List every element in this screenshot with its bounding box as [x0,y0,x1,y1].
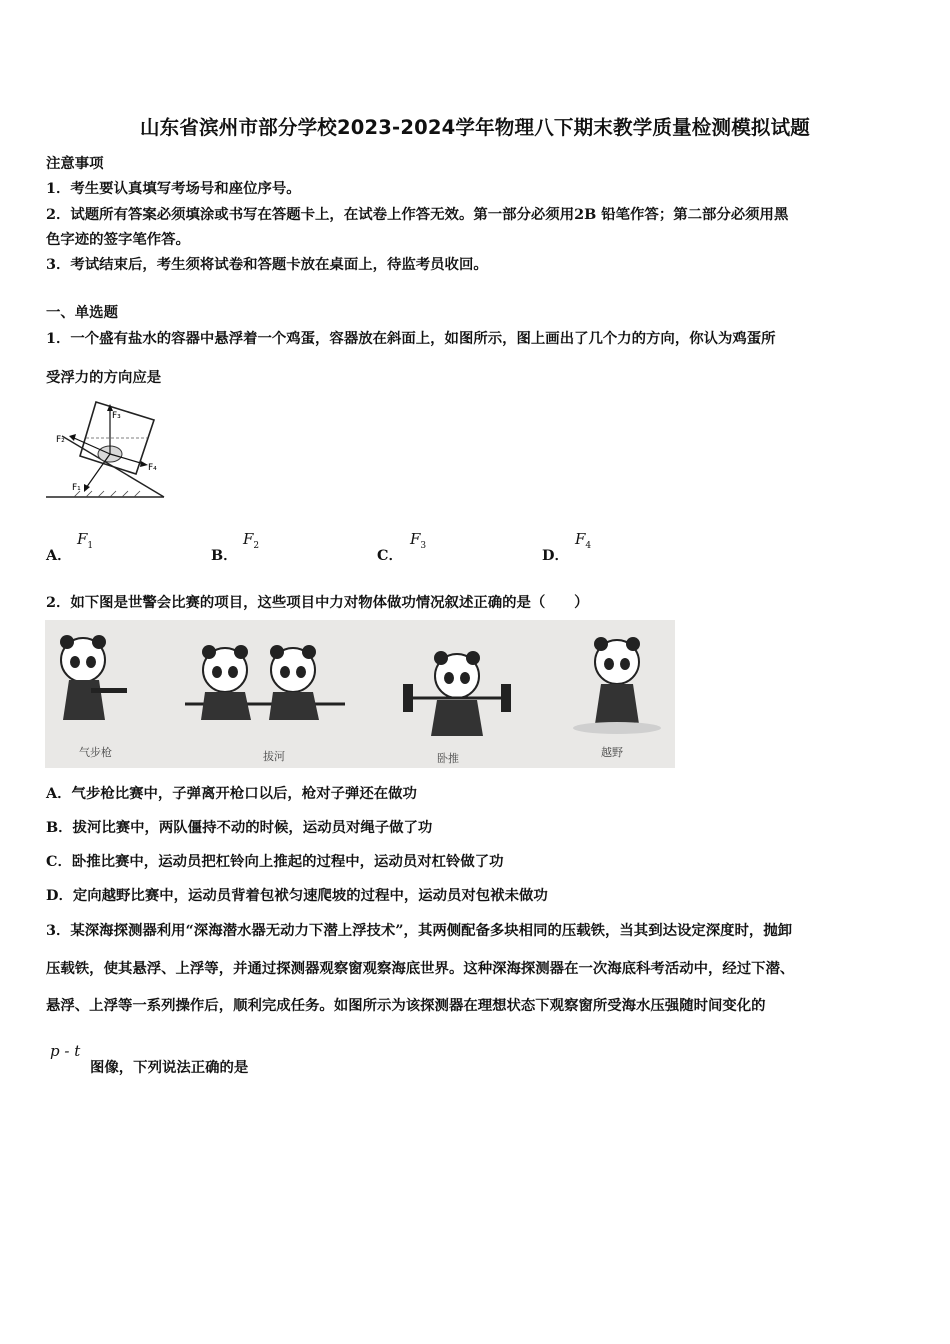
exam-title: 山东省滨州市部分学校2023-2024学年物理八下期末教学质量检测模拟试题 [139,116,811,139]
q1-option-c-label[interactable]: C． [377,547,403,564]
notice-heading: 注意事项 [46,155,104,172]
caption-bench-press: 卧推 [437,752,459,765]
q3-stem-line: 图像，下列说法正确的是 [90,1059,249,1076]
caption-rifle: 气步枪 [79,746,112,759]
q3-stem-line: 压载铁，使其悬浮、上浮等，并通过探测器观察窗观察海底世界。这种深海探测器在一次海底科考活动中，经过下潜、 [46,960,795,977]
q3-stem-line: 3．某深海探测器利用“深海潜水器无动力下潜上浮技术”，其两侧配备多块相同的压载铁，当其到达设定深度时，抛卸 [46,922,793,939]
section-heading: 一、单选题 [46,304,118,321]
q1-option-d-value: $F_4$ [575,530,592,551]
q2-option-d[interactable]: D．定向越野比赛中，运动员背着包袱匀速爬坡的过程中，运动员对包袱未做功 [46,887,548,904]
q1-option-a-value: $F_1$ [77,530,94,551]
notice-item: 色字迹的签字笔作答。 [46,231,190,248]
q1-option-c-value: $F_3$ [410,530,427,551]
force-label-f1: F₁ [72,483,81,493]
q3-stem-line: 悬浮、上浮等一系列操作后，顺利完成任务。如图所示为该探测器在理想状态下观察窗所受海水压强随时间变化的 [46,997,766,1014]
force-label-f3: F₃ [112,411,121,421]
caption-orienteering: 越野 [601,746,623,759]
q1-option-d-label[interactable]: D． [542,547,569,564]
force-label-f4: F₄ [148,463,157,473]
q2-option-b[interactable]: B．拔河比赛中，两队僵持不动的时候，运动员对绳子做了功 [46,819,433,836]
q1-stem-line: 1．一个盛有盐水的容器中悬浮着一个鸡蛋，容器放在斜面上，如图所示，图上画出了几个力的方向，你认为鸡蛋所 [46,330,776,347]
q1-option-a-label[interactable]: A． [46,547,72,564]
q1-option-b-value: $F_2$ [243,530,260,551]
caption-tug-of-war: 拔河 [263,750,285,763]
q2-option-a[interactable]: A．气步枪比赛中，子弹离开枪口以后，枪对子弹还在做功 [46,785,417,802]
force-label-f2: F₂ [56,435,65,445]
q1-option-b-label[interactable]: B． [211,547,238,564]
q2-sports-figure [45,620,675,768]
q2-option-c[interactable]: C．卧推比赛中，运动员把杠铃向上推起的过程中，运动员对杠铃做了功 [46,853,504,870]
notice-item: 3．考试结束后，考生须将试卷和答题卡放在桌面上，待监考员收回。 [46,256,488,273]
q1-stem-line: 受浮力的方向应是 [46,369,162,386]
notice-item: 2．试题所有答案必须填涂或书写在答题卡上，在试卷上作答无效。第一部分必须用2B 铅笔作答；第二部分必须用黑 [46,206,789,223]
notice-item: 1．考生要认真填写考场号和座位序号。 [46,180,301,197]
q1-incline-figure [44,398,166,502]
q3-math-pt: p - t [50,1042,81,1060]
q2-stem: 2．如下图是世警会比赛的项目，这些项目中力对物体做功情况叙述正确的是（ ） [46,594,589,611]
